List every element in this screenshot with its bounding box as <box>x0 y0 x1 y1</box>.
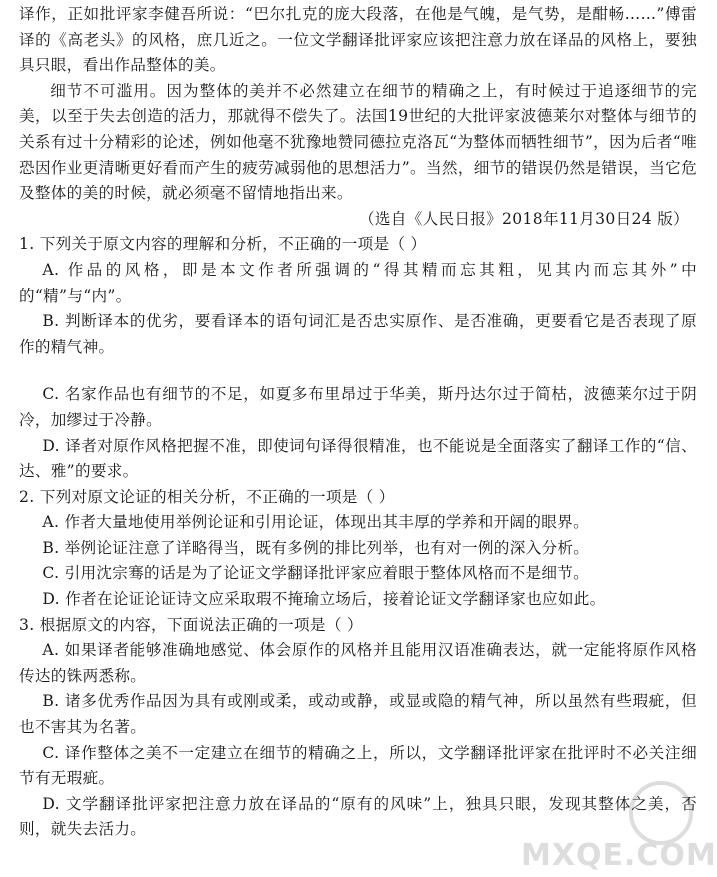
passage-paragraph-2: 细节不可滥用。因为整体的美并不必然建立在细节的精确之上，有时候过于追逐细节的完美，以至于失去创造的活力，那就得不偿失了。法国19世纪的大批评家波德莱尔对整体与细节的关系有过十分精彩的论述，例如他毫不犹豫地赞同德拉克洛瓦“为整体而牺牲细节”，因为后者“唯恐因作业更清晰更好看而产生的疲劳减弱他的思想活力”。当然，细节的错误仍然是错误，当它危及整体的美的时候，就必须毫不留情地指出来。 <box>19 81 697 203</box>
passage-paragraph-1: 译作，正如批评家李健吾所说：“巴尔扎克的庞大段落，在他是气魄，是气势，是酣畅……”傅雷译的《高老头》的风格，庶几近之。一位文学翻译批评家应该把注意力放在译品的风格上，要独具只眼，看出作品整体的美。 <box>19 5 697 75</box>
question-3 <box>19 613 697 843</box>
question-1 <box>19 232 697 484</box>
question-stem: 1. 下列关于原文内容的理解和分析，不正确的一项是（ ） <box>19 235 427 254</box>
question-stem: 3. 根据原文的内容，下面说法正确的一项是（ ） <box>19 615 363 634</box>
question-stem: 2. 下列对原文论证的相关分析，不正确的一项是（ ） <box>19 487 395 506</box>
blank-gap <box>19 360 697 382</box>
question-option: D. 作者在论证论证诗文应采取瑕不掩瑜立场后，接着论证文学翻译家也应如此。 <box>42 590 606 609</box>
question-option: C. 引用沈宗骞的话是为了论证文学翻译批评家应着眼于整体风格而不是细节。 <box>42 564 590 583</box>
document-page <box>19 2 697 843</box>
question-option: A. 如果译者能够准确地感觉、体会原作的风格并且能用汉语准确表达，就一定能将原作风格传达的铢两悉称。 <box>19 641 697 685</box>
source-citation: （选自《人民日报》2018年11月30日24 版） <box>359 209 689 228</box>
question-option: C. 译作整体之美不一定建立在细节的精确之上，所以，文学翻译批评家在批评时不必关注细节有无瑕疵。 <box>19 743 697 788</box>
question-option: A. 作品的风格，即是本文作者所强调的“得其精而忘其粗，见其内而忘其外”中的“精”与“内”。 <box>19 260 697 305</box>
question-option: C. 名家作品也有细节的不足，如夏多布里昂过于华美，斯丹达尔过于简枯，波德莱尔过于阴冷，加缪过于冷静。 <box>19 385 697 429</box>
watermark-text: MXQE.COM <box>521 838 717 873</box>
question-option: B. 诸多优秀作品因为具有或刚或柔，或动或静，或显或隐的精气神，所以虽然有些瑕疵，但也不害其为名著。 <box>19 692 697 737</box>
question-2 <box>19 485 697 613</box>
question-option: D. 译者对原作风格把握不准，即使词句译得很精准，也不能说是全面落实了翻译工作的“信、达、雅”的要求。 <box>19 436 697 481</box>
question-option: B. 举例论证注意了详略得当，既有多例的排比列举，也有对一例的深入分析。 <box>42 538 590 557</box>
question-option: A. 作者大量地使用举例论证和引用论证，体现出其丰厚的学养和开阔的眼界。 <box>42 513 589 532</box>
question-option: D. 文学翻译批评家把注意力放在译品的“原有的风味”上，独具只眼，发现其整体之美，否则，就失去活力。 <box>19 794 697 839</box>
question-option: B. 判断译本的优劣，要看译本的语句词汇是否忠实原作、是否准确，更要看它是否表现了原作的精气神。 <box>19 312 697 356</box>
